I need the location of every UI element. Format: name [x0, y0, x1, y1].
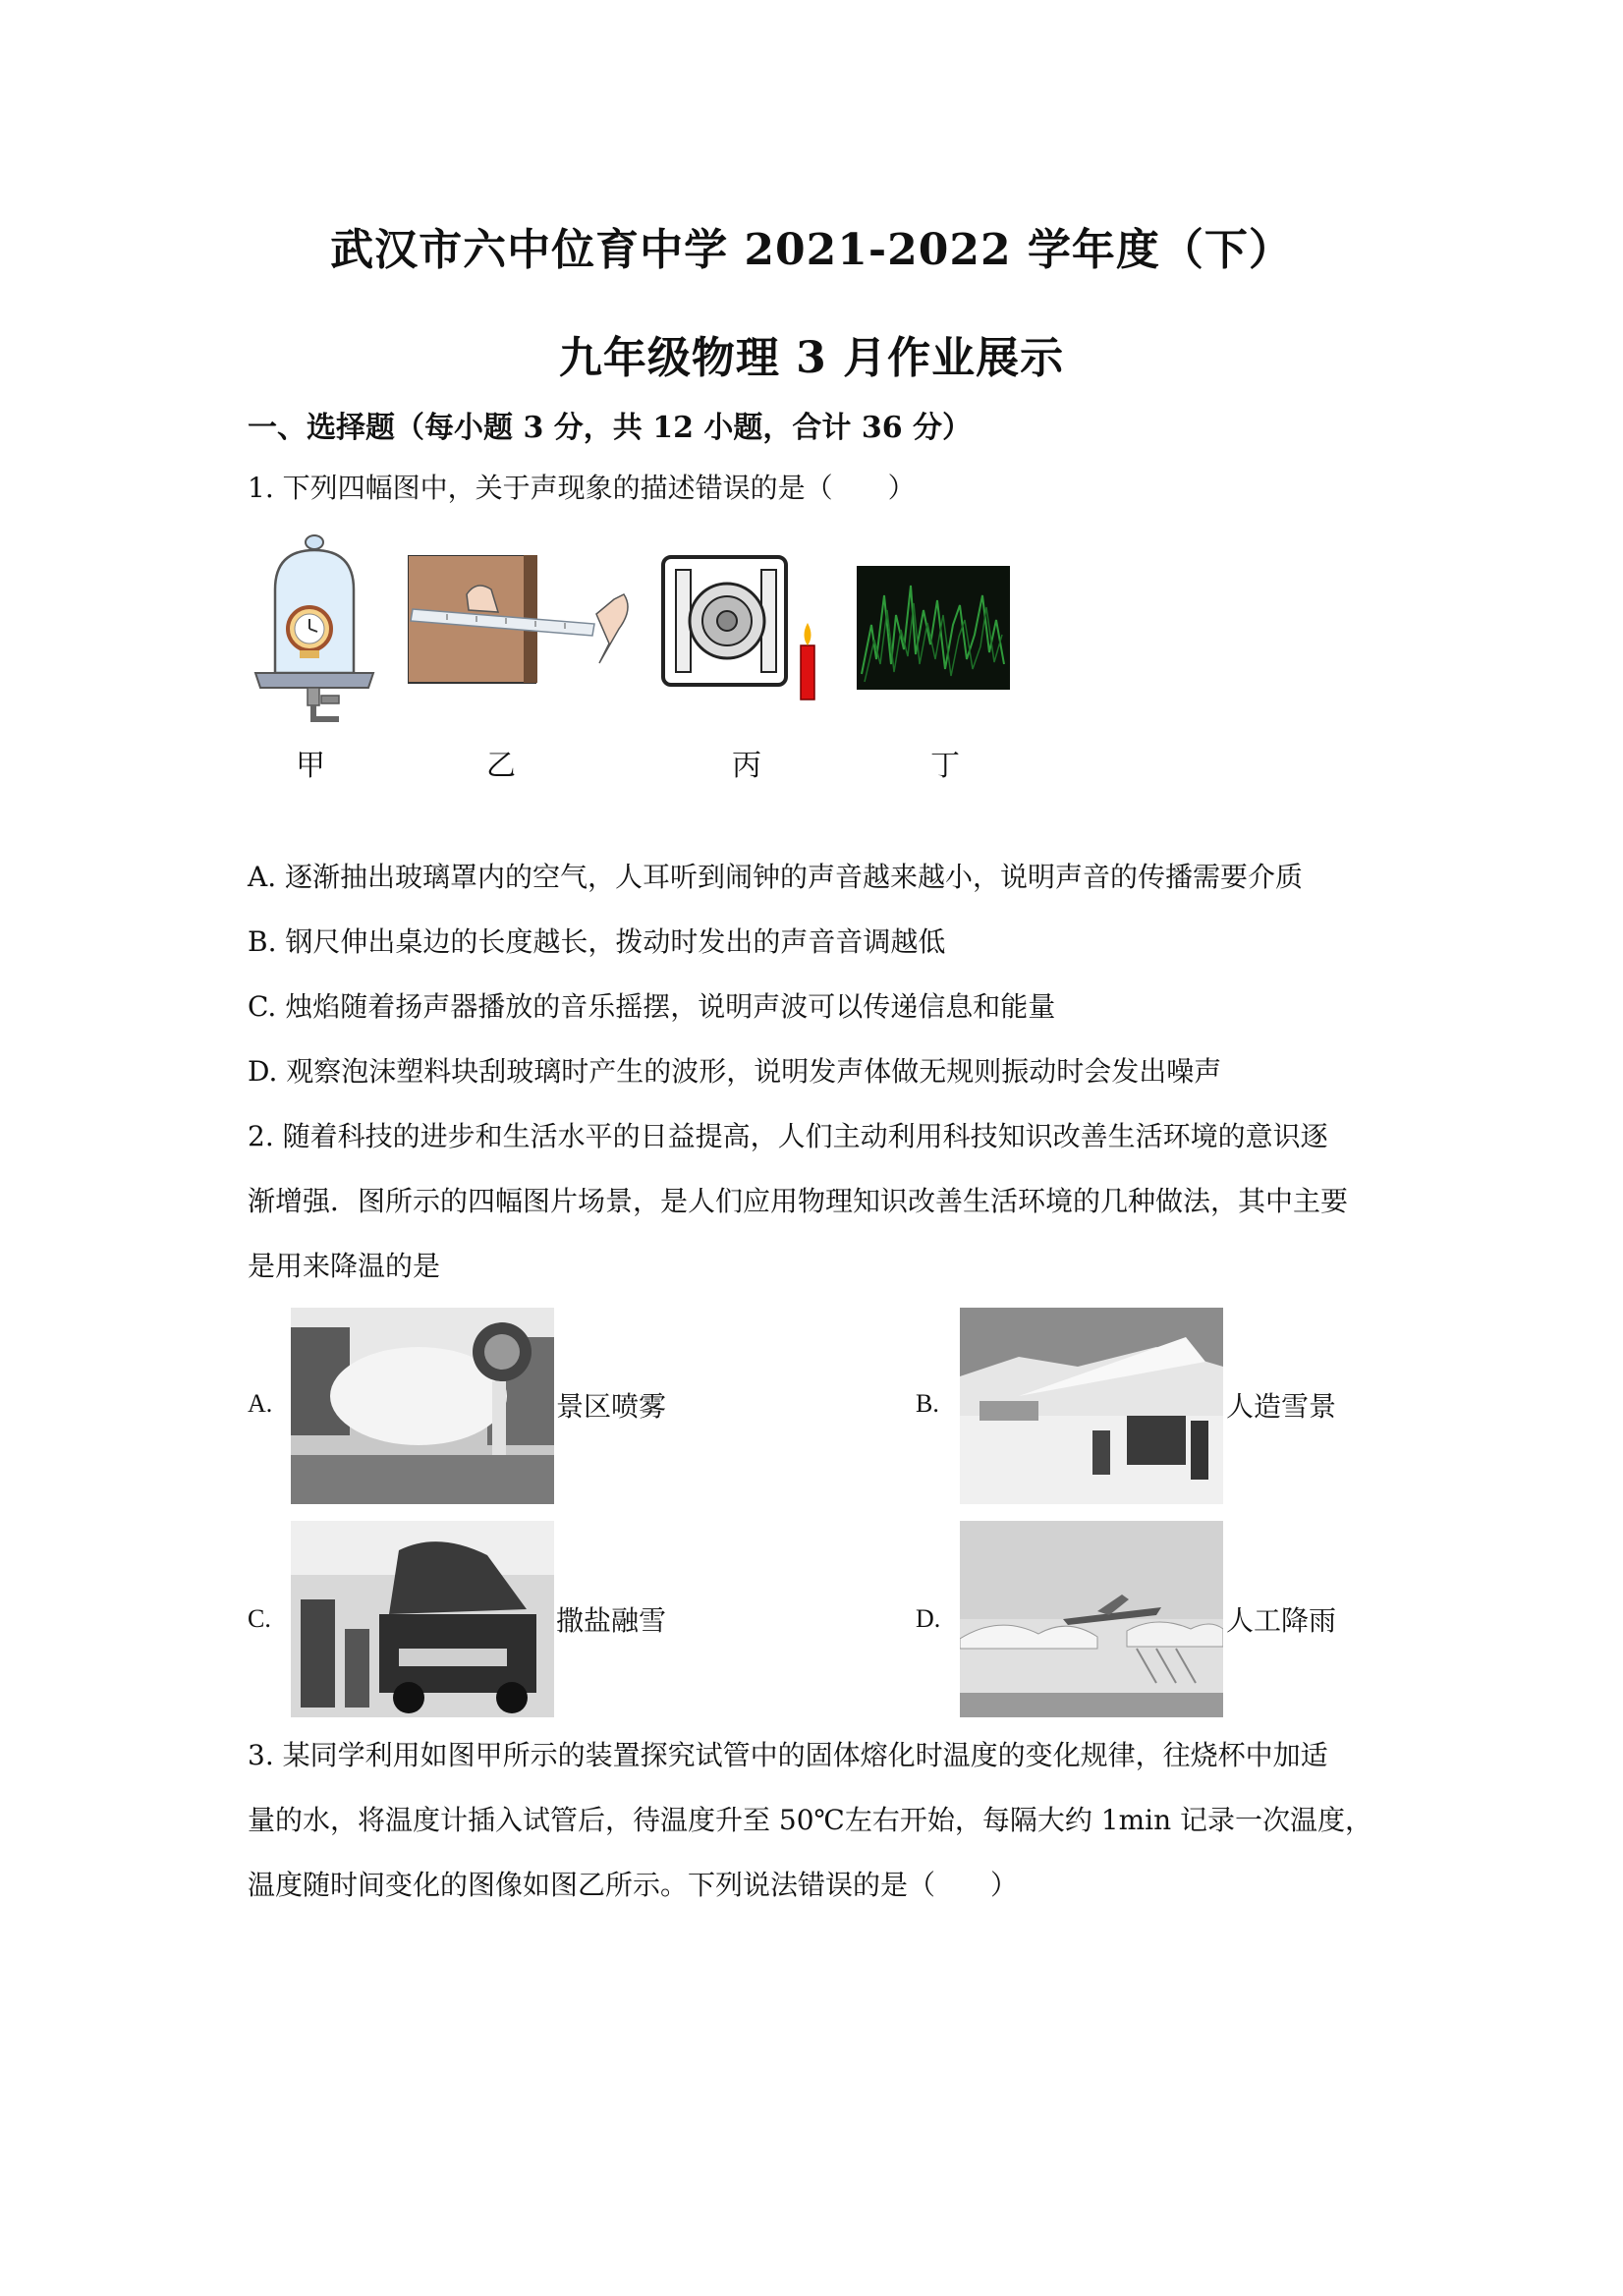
- q1-option-c: C. 烛焰随着扬声器播放的音乐摇摆，说明声波可以传递信息和能量: [248, 990, 1056, 1023]
- q2-option-b-caption: 人造雪景: [1226, 1390, 1337, 1423]
- q2-stem-line-3: 是用来降温的是: [248, 1250, 441, 1282]
- bell-jar-figure: [251, 531, 378, 727]
- figure-caption-bing: 丙: [732, 749, 761, 783]
- q2-option-a-label: A.: [248, 1389, 273, 1418]
- salt-snow-photo: [291, 1521, 554, 1717]
- q2-option-c-caption: 撒盐融雪: [556, 1604, 667, 1637]
- q1-stem: 1. 下列四幅图中，关于声现象的描述错误的是（ ）: [248, 472, 916, 504]
- q1-option-a: A. 逐渐抽出玻璃罩内的空气，人耳听到闹钟的声音越来越小，说明声音的传播需要介质: [248, 861, 1304, 893]
- waveform-figure: [857, 566, 1010, 690]
- q1-option-b: B. 钢尺伸出桌边的长度越长，拨动时发出的声音音调越低: [248, 925, 946, 958]
- q3-stem-line-1: 3. 某同学利用如图甲所示的装置探究试管中的固体熔化时温度的变化规律，往烧杯中加适: [248, 1739, 1328, 1771]
- q2-option-c-label: C.: [248, 1604, 271, 1633]
- artificial-snow-photo: [960, 1308, 1223, 1504]
- page-title-line-1: 武汉市六中位育中学 2021-2022 学年度（下）: [330, 225, 1293, 275]
- figure-caption-yi: 乙: [486, 749, 516, 783]
- ruler-table-figure: [408, 555, 644, 688]
- figure-caption-jia: 甲: [296, 749, 325, 783]
- figure-caption-ding: 丁: [930, 749, 960, 783]
- q2-option-a-caption: 景区喷雾: [556, 1390, 667, 1423]
- q2-option-b-label: B.: [916, 1389, 939, 1418]
- page-title-line-2: 九年级物理 3 月作业展示: [558, 333, 1065, 383]
- q1-option-d: D. 观察泡沫塑料块刮玻璃时产生的波形，说明发声体做无规则振动时会发出噪声: [248, 1055, 1222, 1088]
- q2-option-d-caption: 人工降雨: [1226, 1604, 1337, 1637]
- q3-stem-line-2: 量的水，将温度计插入试管后，待温度升至 50℃左右开始，每隔大约 1min 记录一次温度，: [248, 1804, 1373, 1836]
- section-heading: 一、选择题（每小题 3 分，共 12 小题，合计 36 分）: [248, 411, 973, 445]
- q2-stem-line-1: 2. 随着科技的进步和生活水平的日益提高，人们主动利用科技知识改善生活环境的意识逐: [248, 1120, 1328, 1152]
- mist-spray-photo: [291, 1308, 554, 1504]
- q2-stem-line-2: 渐增强．图所示的四幅图片场景，是人们应用物理知识改善生活环境的几种做法，其中主要: [248, 1185, 1349, 1217]
- q2-option-d-label: D.: [916, 1604, 941, 1633]
- q3-stem-line-3: 温度随时间变化的图像如图乙所示。下列说法错误的是（ ）: [248, 1869, 1019, 1901]
- artificial-rain-photo: [960, 1521, 1223, 1717]
- speaker-candle-figure: [658, 552, 835, 704]
